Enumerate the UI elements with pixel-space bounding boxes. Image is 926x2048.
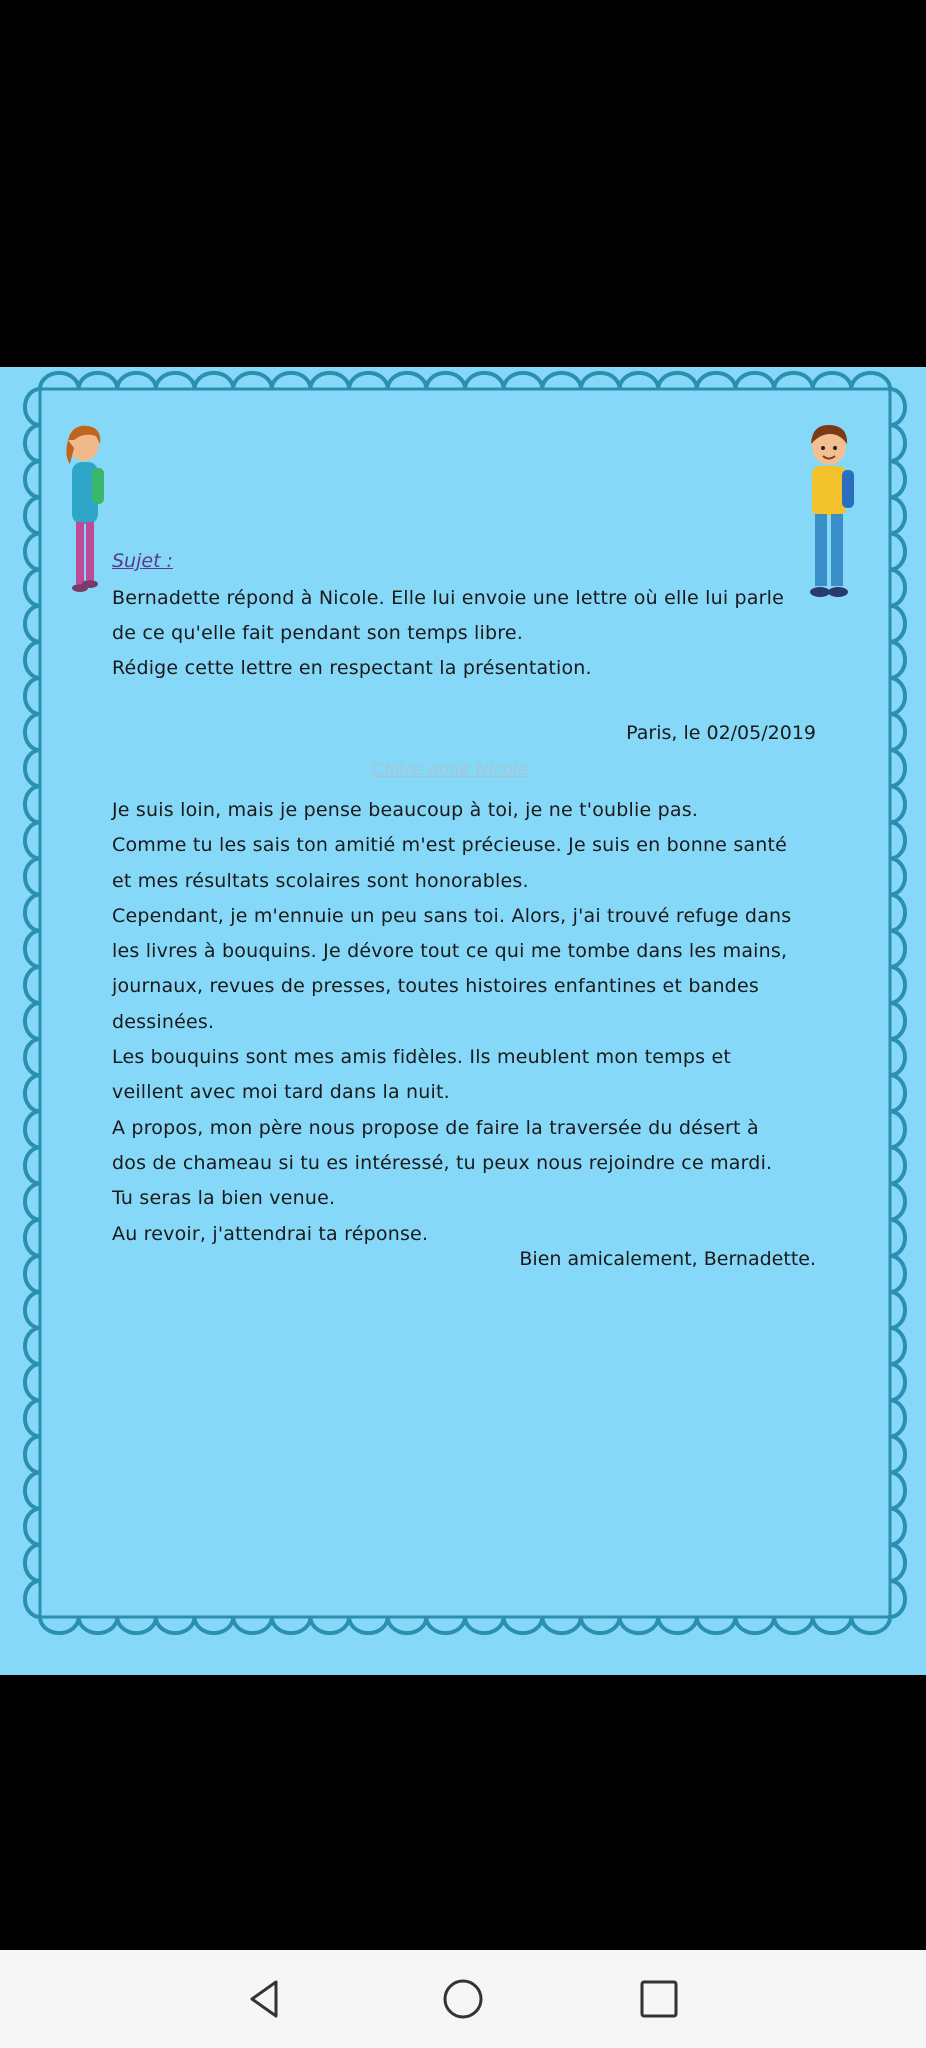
letter-date: Paris, le 02/05/2019 — [626, 722, 816, 744]
body-line: Cependant, je m'ennuie un peu sans toi. Alors, j'ai trouvé refuge dans — [112, 904, 792, 927]
subject-line: Rédige cette lettre en respectant la présentation. — [112, 657, 592, 679]
body-line: Je suis loin, mais je pense beaucoup à toi, je ne t'oublie pas. — [112, 799, 699, 821]
subject-line: de ce qu'elle fait pendant son temps libre. — [112, 622, 523, 644]
body-line: et mes résultats scolaires sont honorables. — [112, 869, 529, 892]
boy-illustration — [798, 422, 860, 602]
body-line: Les bouquins sont mes amis fidèles. Ils meublent mon temps et — [112, 1046, 732, 1069]
recent-square-icon[interactable] — [634, 1974, 684, 2024]
body-line: Comme tu les sais ton amitié m'est précieuse. Je suis en bonne santé — [112, 834, 788, 857]
back-triangle-icon[interactable] — [240, 1974, 290, 2024]
bottom-black-area — [0, 1675, 926, 1950]
body-line: dos de chameau si tu es intéressé, tu peux nous rejoindre ce mardi. — [112, 1151, 773, 1174]
android-nav-bar — [0, 1950, 926, 2048]
subject-line: Bernadette répond à Nicole. Elle lui envoie une lettre où elle lui parle — [112, 587, 785, 609]
body-line: les livres à bouquins. Je dévore tout ce qui me tombe dans les mains, — [112, 940, 788, 963]
letter-body — [112, 793, 832, 1252]
body-line: journaux, revues de presses, toutes histoires enfantines et bandes — [112, 975, 759, 998]
home-circle-icon[interactable] — [438, 1974, 488, 2024]
subject-label: Sujet : — [112, 550, 173, 572]
body-line: dessinées. — [112, 1010, 215, 1033]
letter-signature: Bien amicalement, Bernadette. — [519, 1248, 816, 1270]
body-line: Tu seras la bien venue. — [112, 1187, 336, 1210]
body-line: veillent avec moi tard dans la nuit. — [112, 1081, 450, 1104]
top-black-area — [0, 0, 926, 367]
letter-greeting: Chère amie Nicole — [372, 760, 528, 780]
letter-image — [0, 367, 926, 1675]
body-line: Au revoir, j'attendrai ta réponse. — [112, 1222, 429, 1245]
subject-text — [112, 581, 832, 686]
body-line: A propos, mon père nous propose de faire la traversée du désert à — [112, 1116, 759, 1139]
